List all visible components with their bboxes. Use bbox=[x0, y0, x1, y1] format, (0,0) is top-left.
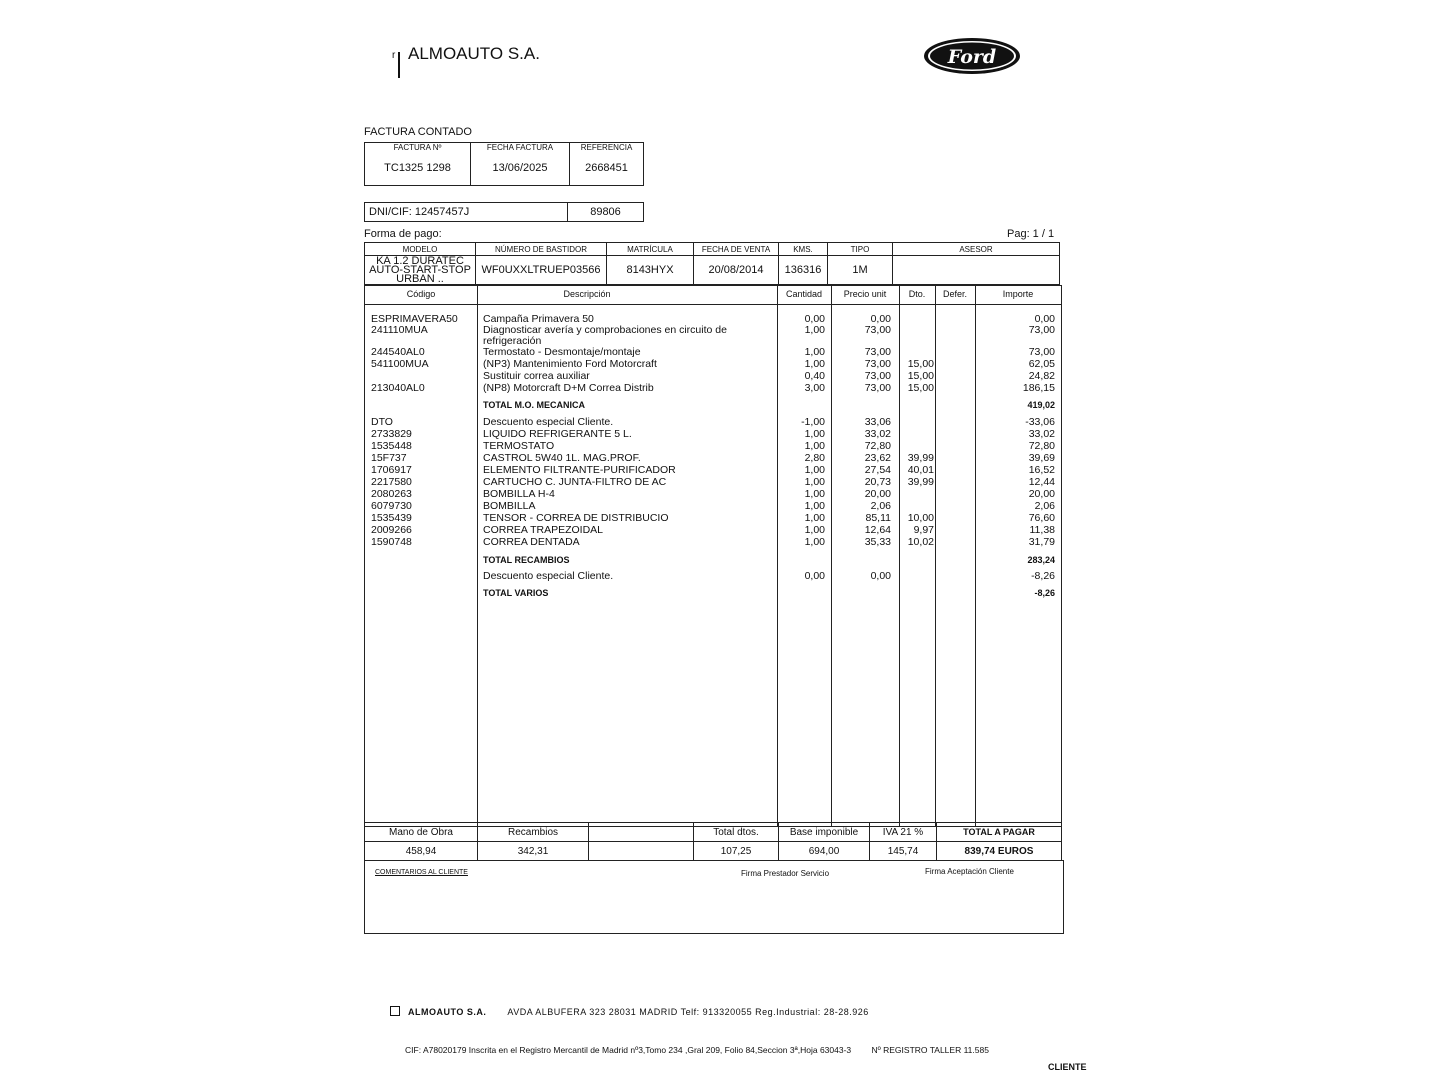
totals-empty-label bbox=[589, 823, 694, 842]
invoice-number-label: FACTURA Nº bbox=[393, 143, 442, 152]
total-discounts-label: Total dtos. bbox=[694, 823, 779, 842]
line-amount: 0,00 bbox=[1034, 313, 1055, 325]
invoice-header-table bbox=[364, 142, 644, 186]
line-description: Termostato - Desmontaje/montaje bbox=[483, 346, 641, 358]
company-header bbox=[392, 44, 540, 64]
invoice-number: TC1325 1298 bbox=[384, 162, 451, 174]
vehicle-label-vin: NÚMERO DE BASTIDOR bbox=[476, 243, 607, 256]
total-to-pay-label: TOTAL A PAGAR bbox=[937, 823, 1062, 842]
reference-value: 2668451 bbox=[585, 162, 628, 174]
line-amount: 186,15 bbox=[1022, 382, 1055, 394]
line-amount: 39,69 bbox=[1028, 452, 1055, 464]
line-discount: 15,00 bbox=[907, 370, 934, 382]
line-description: Descuento especial Cliente. bbox=[483, 416, 614, 428]
line-description: CARTUCHO C. JUNTA-FILTRO DE AC bbox=[483, 476, 667, 488]
footer-registry: CIF: A78020179 Inscrita en el Registro Mercantil de Madrid nº3,Tomo 234 ,Gral 209, Folio 84,Seccion 3ª,Hoja 63043-3 bbox=[405, 1045, 852, 1055]
line-description: refrigeración bbox=[483, 335, 542, 347]
line-description: CASTROL 5W40 1L. MAG.PROF. bbox=[483, 452, 641, 464]
line-discount: 39,99 bbox=[907, 476, 934, 488]
line-quantity: 1,00 bbox=[804, 324, 825, 336]
copy-label: CLIENTE bbox=[1048, 1062, 1087, 1072]
vehicle-table bbox=[364, 242, 1060, 285]
line-quantity: 1,00 bbox=[804, 488, 825, 500]
line-amount: 16,52 bbox=[1028, 464, 1055, 476]
totals-empty-value bbox=[589, 842, 694, 861]
line-quantity: 1,00 bbox=[804, 536, 825, 548]
line-unit-price: 0,00 bbox=[870, 313, 891, 325]
footer-taller: Nº REGISTRO TALLER 11.585 bbox=[871, 1045, 989, 1055]
col-divider bbox=[477, 286, 478, 826]
line-description: Sustituir correa auxiliar bbox=[483, 370, 590, 382]
line-quantity: 0,00 bbox=[804, 570, 825, 582]
line-quantity: -1,00 bbox=[801, 416, 825, 428]
vehicle-model bbox=[365, 256, 476, 285]
line-quantity: 1,00 bbox=[804, 440, 825, 452]
line-discount: 10,02 bbox=[907, 536, 934, 548]
comments-box bbox=[364, 860, 1064, 934]
col-header-description: Descripción bbox=[563, 289, 611, 299]
invoice-lines-grid bbox=[364, 285, 1062, 827]
line-amount: 76,60 bbox=[1028, 512, 1055, 524]
line-quantity: 3,00 bbox=[804, 382, 825, 394]
line-amount: -8,26 bbox=[1031, 570, 1055, 582]
col-header-amount: Importe bbox=[1002, 289, 1034, 299]
line-quantity: 0,00 bbox=[804, 313, 825, 325]
footer-company: ALMOAUTO S.A. bbox=[408, 1007, 487, 1017]
line-quantity: 1,00 bbox=[804, 464, 825, 476]
vehicle-sale-date: 20/08/2014 bbox=[694, 256, 779, 285]
line-unit-price: 72,80 bbox=[864, 440, 891, 452]
line-unit-price: 73,00 bbox=[864, 324, 891, 336]
lines-header-row bbox=[365, 286, 1061, 305]
page-number: Pag: 1 / 1 bbox=[1007, 228, 1055, 240]
parts-label: Recambios bbox=[478, 823, 589, 842]
line-description: TENSOR - CORREA DE DISTRIBUCIO bbox=[483, 512, 669, 524]
line-quantity: 1,00 bbox=[804, 358, 825, 370]
line-unit-price: 33,06 bbox=[864, 416, 891, 428]
line-code: 2080263 bbox=[371, 488, 412, 500]
model-line-2: AUTO-START-STOP URBAN .. bbox=[369, 263, 471, 285]
stamp-bar bbox=[398, 52, 400, 78]
labor-total: 458,94 bbox=[365, 842, 478, 861]
comments-label: COMENTARIOS AL CLIENTE bbox=[375, 869, 468, 876]
line-code: 15F737 bbox=[371, 452, 407, 464]
line-code: 1535448 bbox=[371, 440, 412, 452]
vehicle-label-type: TIPO bbox=[828, 243, 893, 256]
line-discount: 9,97 bbox=[913, 524, 934, 536]
provider-signature-label: Firma Prestador Servicio bbox=[741, 869, 830, 878]
line-unit-price: 20,73 bbox=[864, 476, 891, 488]
line-amount: 11,38 bbox=[1029, 524, 1055, 536]
vehicle-label-kms: KMS. bbox=[779, 243, 828, 256]
line-amount: 33,02 bbox=[1028, 428, 1055, 440]
client-id-table bbox=[364, 202, 644, 222]
vehicle-type: 1M bbox=[828, 256, 893, 285]
line-code: ESPRIMAVERA50 bbox=[371, 313, 458, 325]
line-quantity: 1,00 bbox=[804, 512, 825, 524]
line-quantity: 1,00 bbox=[804, 476, 825, 488]
line-description: Campaña Primavera 50 bbox=[483, 313, 594, 325]
line-code: 1706917 bbox=[371, 464, 412, 476]
line-code: 2217580 bbox=[371, 476, 412, 488]
line-amount: 72,80 bbox=[1028, 440, 1055, 452]
line-unit-price: 35,33 bbox=[864, 536, 891, 548]
line-unit-price: 27,54 bbox=[864, 464, 891, 476]
vehicle-label-model: MODELO bbox=[365, 243, 476, 256]
line-code: 244540AL0 bbox=[371, 346, 425, 358]
line-quantity: 1,00 bbox=[804, 524, 825, 536]
client-code: 89806 bbox=[568, 203, 644, 222]
vehicle-advisor bbox=[893, 256, 1060, 285]
line-quantity: 1,00 bbox=[804, 346, 825, 358]
line-code: 6079730 bbox=[371, 500, 412, 512]
line-description: CORREA DENTADA bbox=[483, 536, 580, 548]
vat-amount: 145,74 bbox=[870, 842, 937, 861]
line-amount: 283,24 bbox=[1027, 555, 1055, 565]
tax-base-label: Base imponible bbox=[779, 823, 870, 842]
checkbox-icon bbox=[390, 1006, 400, 1016]
tax-base: 694,00 bbox=[779, 842, 870, 861]
line-unit-price: 33,02 bbox=[864, 428, 891, 440]
col-divider bbox=[935, 286, 936, 826]
footer-company-line bbox=[390, 1006, 869, 1017]
line-amount: 419,02 bbox=[1027, 400, 1055, 410]
line-quantity: 1,00 bbox=[804, 500, 825, 512]
line-description: TOTAL VARIOS bbox=[483, 588, 549, 598]
line-unit-price: 73,00 bbox=[864, 382, 891, 394]
line-unit-price: 23,62 bbox=[864, 452, 891, 464]
line-unit-price: 73,00 bbox=[864, 346, 891, 358]
client-dni: DNI/CIF: 12457457J bbox=[365, 203, 568, 222]
svg-text:Ford: Ford bbox=[947, 46, 997, 68]
vehicle-kms: 136316 bbox=[779, 256, 828, 285]
payment-method-label: Forma de pago: bbox=[364, 228, 442, 240]
line-code: 541100MUA bbox=[371, 358, 429, 370]
line-code: 1535439 bbox=[371, 512, 412, 524]
total-discounts: 107,25 bbox=[694, 842, 779, 861]
line-code: 241110MUA bbox=[371, 324, 428, 336]
line-quantity: 1,00 bbox=[804, 428, 825, 440]
col-header-discount: Dto. bbox=[908, 289, 926, 299]
line-unit-price: 2,06 bbox=[870, 500, 891, 512]
document-title: FACTURA CONTADO bbox=[364, 126, 472, 138]
stamp-mark: r bbox=[392, 50, 396, 61]
line-unit-price: 20,00 bbox=[864, 488, 891, 500]
line-unit-price: 85,11 bbox=[865, 512, 891, 524]
line-discount: 40,01 bbox=[907, 464, 934, 476]
col-header-unit-price: Precio unit bbox=[843, 289, 887, 299]
col-header-quantity: Cantidad bbox=[785, 289, 823, 299]
line-discount: 10,00 bbox=[907, 512, 934, 524]
line-unit-price: 12,64 bbox=[864, 524, 891, 536]
line-description: Descuento especial Cliente. bbox=[483, 570, 614, 582]
line-code: 213040AL0 bbox=[371, 382, 425, 394]
line-description: BOMBILLA bbox=[483, 500, 536, 512]
line-description: TERMOSTATO bbox=[483, 440, 555, 452]
line-code: 1590748 bbox=[371, 536, 412, 548]
parts-total: 342,31 bbox=[478, 842, 589, 861]
line-amount: 73,00 bbox=[1028, 346, 1055, 358]
line-unit-price: 0,00 bbox=[870, 570, 891, 582]
line-code: 2733829 bbox=[371, 428, 412, 440]
line-description: ELEMENTO FILTRANTE-PURIFICADOR bbox=[483, 464, 676, 476]
line-discount: 39,99 bbox=[907, 452, 934, 464]
line-amount: 62,05 bbox=[1028, 358, 1055, 370]
reference-label: REFERENCIA bbox=[580, 143, 633, 152]
footer-address: AVDA ALBUFERA 323 28031 MADRID Telf: 913320055 Reg.Industrial: 28-28.926 bbox=[507, 1007, 869, 1017]
invoice-date-label: FECHA FACTURA bbox=[486, 143, 554, 152]
line-discount: 15,00 bbox=[907, 358, 934, 370]
labor-label: Mano de Obra bbox=[365, 823, 478, 842]
line-amount: -33,06 bbox=[1025, 416, 1055, 428]
vehicle-label-sale-date: FECHA DE VENTA bbox=[694, 243, 779, 256]
line-quantity: 2,80 bbox=[804, 452, 825, 464]
line-amount: 2,06 bbox=[1034, 500, 1055, 512]
vehicle-label-advisor: ASESOR bbox=[893, 243, 1060, 256]
footer-registry-line bbox=[405, 1045, 989, 1055]
line-quantity: 0,40 bbox=[804, 370, 825, 382]
line-code: DTO bbox=[371, 416, 393, 428]
line-amount: 20,00 bbox=[1028, 488, 1055, 500]
line-unit-price: 73,00 bbox=[864, 370, 891, 382]
line-description: BOMBILLA H-4 bbox=[483, 488, 555, 500]
vehicle-plate: 8143HYX bbox=[607, 256, 694, 285]
model-line-1: KA 1.2 DURATEC bbox=[376, 254, 464, 267]
vehicle-label-plate: MATRÍCULA bbox=[607, 243, 694, 256]
line-description: Diagnosticar avería y comprobaciones en circuito de bbox=[483, 324, 727, 336]
line-amount: 31,79 bbox=[1028, 536, 1055, 548]
vat-label: IVA 21 % bbox=[870, 823, 937, 842]
col-header-code: Código bbox=[406, 289, 436, 299]
ford-logo bbox=[922, 36, 1022, 76]
line-amount: 24,82 bbox=[1028, 370, 1055, 382]
col-header-deferred: Defer. bbox=[942, 289, 967, 299]
line-description: CORREA TRAPEZOIDAL bbox=[483, 524, 604, 536]
line-discount: 15,00 bbox=[907, 382, 934, 394]
line-unit-price: 73,00 bbox=[864, 358, 891, 370]
vehicle-vin: WF0UXXLTRUEP03566 bbox=[476, 256, 607, 285]
line-description: TOTAL RECAMBIOS bbox=[483, 555, 570, 565]
line-description: (NP8) Motorcraft D+M Correa Distrib bbox=[483, 382, 654, 394]
line-code: 2009266 bbox=[371, 524, 412, 536]
line-description: (NP3) Mantenimiento Ford Motorcraft bbox=[483, 358, 657, 370]
line-description: LIQUIDO REFRIGERANTE 5 L. bbox=[483, 428, 632, 440]
client-signature-label: Firma Aceptación Cliente bbox=[925, 867, 1014, 876]
line-description: TOTAL M.O. MECANICA bbox=[483, 400, 585, 410]
totals-table bbox=[364, 822, 1062, 861]
line-amount: -8,26 bbox=[1034, 588, 1055, 598]
invoice-date: 13/06/2025 bbox=[492, 162, 548, 174]
total-to-pay: 839,74 EUROS bbox=[937, 842, 1062, 861]
line-amount: 12,44 bbox=[1028, 476, 1055, 488]
company-name: ALMOAUTO S.A. bbox=[408, 44, 540, 63]
line-amount: 73,00 bbox=[1028, 324, 1055, 336]
